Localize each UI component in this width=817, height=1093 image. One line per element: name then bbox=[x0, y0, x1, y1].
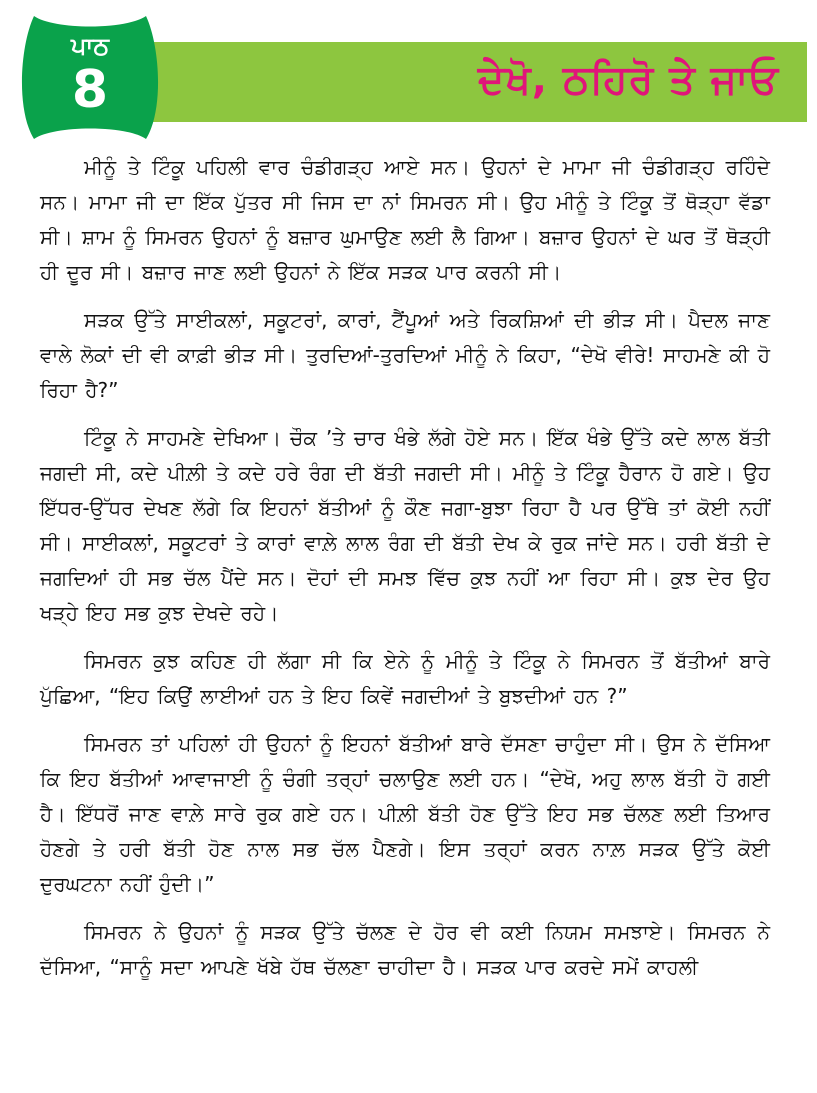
paragraph: ਮੀਨੂੰ ਤੇ ਟਿੰਕੂ ਪਹਿਲੀ ਵਾਰ ਚੰਡੀਗੜ੍ਹ ਆਏ ਸਨ। ਉਹਨਾਂ ਦੇ ਮਾਮਾ ਜੀ ਚੰਡੀਗੜ੍ਹ ਰਹਿੰਦੇ ਸਨ। ਮਾਮਾ ਜੀ ਦਾ ਇੱਕ ਪੁੱਤਰ ਸੀ ਜਿਸ ਦਾ ਨਾਂ ਸਿਮਰਨ ਸੀ। ਉਹ ਮੀਨੂੰ ਤੇ ਟਿੰਕੂ ਤੋਂ ਥੋੜ੍ਹਾ ਵੱਡਾ ਸੀ। ਸ਼ਾਮ ਨੂੰ ਸਿਮਰਨ ਉਹਨਾਂ ਨੂੰ ਬਜ਼ਾਰ ਘੁਮਾਉਣ ਲਈ ਲੈ ਗਿਆ। ਬਜ਼ਾਰ ਉਹਨਾਂ ਦੇ ਘਰ ਤੋਂ ਥੋੜ੍ਹੀ ਹੀ ਦੂਰ ਸੀ। ਬਜ਼ਾਰ ਜਾਣ ਲਈ ਉਹਨਾਂ ਨੇ ਇੱਕ ਸੜਕ ਪਾਰ ਕਰਨੀ ਸੀ। bbox=[40, 155, 770, 284]
paragraph: ਟਿੰਕੂ ਨੇ ਸਾਹਮਣੇ ਦੇਖਿਆ। ਚੌਕ ’ਤੇ ਚਾਰ ਖੰਭੇ ਲੱਗੇ ਹੋਏ ਸਨ। ਇੱਕ ਖੰਭੇ ਉੱਤੇ ਕਦੇ ਲਾਲ ਬੱਤੀ ਜਗਦੀ ਸੀ, ਕਦੇ ਪੀਲ਼ੀ ਤੇ ਕਦੇ ਹਰੇ ਰੰਗ ਦੀ ਬੱਤੀ ਜਗਦੀ ਸੀ। ਮੀਨੂੰ ਤੇ ਟਿੰਕੂ ਹੈਰਾਨ ਹੋ ਗਏ। ਉਹ ਇੱਧਰ-ਉੱਧਰ ਦੇਖਣ ਲੱਗੇ ਕਿ ਇਹਨਾਂ ਬੱਤੀਆਂ ਨੂੰ ਕੌਣ ਜਗਾ-ਬੁਝਾ ਰਿਹਾ ਹੈ ਪਰ ਉੱਥੇ ਤਾਂ ਕੋਈ ਨਹੀਂ ਸੀ। ਸਾਈਕਲਾਂ, ਸਕੂਟਰਾਂ ਤੇ ਕਾਰਾਂ ਵਾਲ਼ੇ ਲਾਲ ਰੰਗ ਦੀ ਬੱਤੀ ਦੇਖ ਕੇ ਰੁਕ ਜਾਂਦੇ ਸਨ। ਹਰੀ ਬੱਤੀ ਦੇ ਜਗਦਿਆਂ ਹੀ ਸਭ ਚੱਲ ਪੈਂਦੇ ਸਨ। ਦੋਹਾਂ ਦੀ ਸਮਝ ਵਿੱਚ ਕੁਝ ਨਹੀਂ ਆ ਰਿਹਾ ਸੀ। ਕੁਝ ਦੇਰ ਉਹ ਖੜ੍ਹੇ ਇਹ ਸਭ ਕੁਝ ਦੇਖਦੇ ਰਹੇ। bbox=[40, 426, 770, 625]
paragraph: ਸਿਮਰਨ ਨੇ ਉਹਨਾਂ ਨੂੰ ਸੜਕ ਉੱਤੇ ਚੱਲਣ ਦੇ ਹੋਰ ਵੀ ਕਈ ਨਿਯਮ ਸਮਝਾਏ। ਸਿਮਰਨ ਨੇ ਦੱਸਿਆ, “ਸਾਨੂੰ ਸਦਾ ਆਪਣੇ ਖੱਬੇ ਹੱਥ ਚੱਲਣਾ ਚਾਹੀਦਾ ਹੈ। ਸੜਕ ਪਾਰ ਕਰਦੇ ਸਮੇਂ ਕਾਹਲੀ bbox=[40, 920, 770, 979]
title-bar bbox=[118, 42, 807, 122]
paragraph: ਸੜਕ ਉੱਤੇ ਸਾਈਕਲਾਂ, ਸਕੂਟਰਾਂ, ਕਾਰਾਂ, ਟੈਂਪੂਆਂ ਅਤੇ ਰਿਕਸ਼ਿਆਂ ਦੀ ਭੀੜ ਸੀ। ਪੈਦਲ ਜਾਣ ਵਾਲੇ ਲੋਕਾਂ ਦੀ ਵੀ ਕਾਫ਼ੀ ਭੀੜ ਸੀ। ਤੁਰਦਿਆਂ-ਤੁਰਦਿਆਂ ਮੀਨੂੰ ਨੇ ਕਿਹਾ, “ਦੇਖੋ ਵੀਰੇ! ਸਾਹਮਣੇ ਕੀ ਹੋ ਰਿਹਾ ਹੈ?” bbox=[40, 308, 770, 402]
lesson-body bbox=[40, 150, 770, 998]
paragraph: ਸਿਮਰਨ ਕੁਝ ਕਹਿਣ ਹੀ ਲੱਗਾ ਸੀ ਕਿ ਏਨੇ ਨੂੰ ਮੀਨੂੰ ਤੇ ਟਿੰਕੂ ਨੇ ਸਿਮਰਨ ਤੋਂ ਬੱਤੀਆਂ ਬਾਰੇ ਪੁੱਛਿਆ, “ਇਹ ਕਿਉਂ ਲਾਈਆਂ ਹਨ ਤੇ ਇਹ ਕਿਵੇਂ ਜਗਦੀਆਂ ਤੇ ਬੁਝਦੀਆਂ ਹਨ ?” bbox=[40, 649, 770, 708]
lesson-title: ਦੇਖੋ, ਠਹਿਰੋ ਤੇ ਜਾਓ bbox=[477, 57, 779, 103]
lesson-label: ਪਾਠ bbox=[70, 32, 110, 60]
lesson-header bbox=[0, 0, 817, 150]
paragraph: ਸਿਮਰਨ ਤਾਂ ਪਹਿਲਾਂ ਹੀ ਉਹਨਾਂ ਨੂੰ ਇਹਨਾਂ ਬੱਤੀਆਂ ਬਾਰੇ ਦੱਸਣਾ ਚਾਹੁੰਦਾ ਸੀ। ਉਸ ਨੇ ਦੱਸਿਆ ਕਿ ਇਹ ਬੱਤੀਆਂ ਆਵਾਜਾਈ ਨੂੰ ਚੰਗੀ ਤਰ੍ਹਾਂ ਚਲਾਉਣ ਲਈ ਹਨ। “ਦੇਖੋ, ਅਹੁ ਲਾਲ ਬੱਤੀ ਹੋ ਗਈ ਹੈ। ਇੱਧਰੋਂ ਜਾਣ ਵਾਲ਼ੇ ਸਾਰੇ ਰੁਕ ਗਏ ਹਨ। ਪੀਲ਼ੀ ਬੱਤੀ ਹੋਣ ਉੱਤੇ ਇਹ ਸਭ ਚੱਲਣ ਲਈ ਤਿਆਰ ਹੋਣਗੇ ਤੇ ਹਰੀ ਬੱਤੀ ਹੋਣ ਨਾਲ ਸਭ ਚੱਲ ਪੈਣਗੇ। ਇਸ ਤਰ੍ਹਾਂ ਕਰਨ ਨਾਲ਼ ਸੜਕ ਉੱਤੇ ਕੋਈ ਦੁਰਘਟਨਾ ਨਹੀਂ ਹੁੰਦੀ।” bbox=[40, 732, 770, 896]
lesson-badge bbox=[10, 10, 170, 145]
lesson-number: 8 bbox=[71, 60, 109, 120]
